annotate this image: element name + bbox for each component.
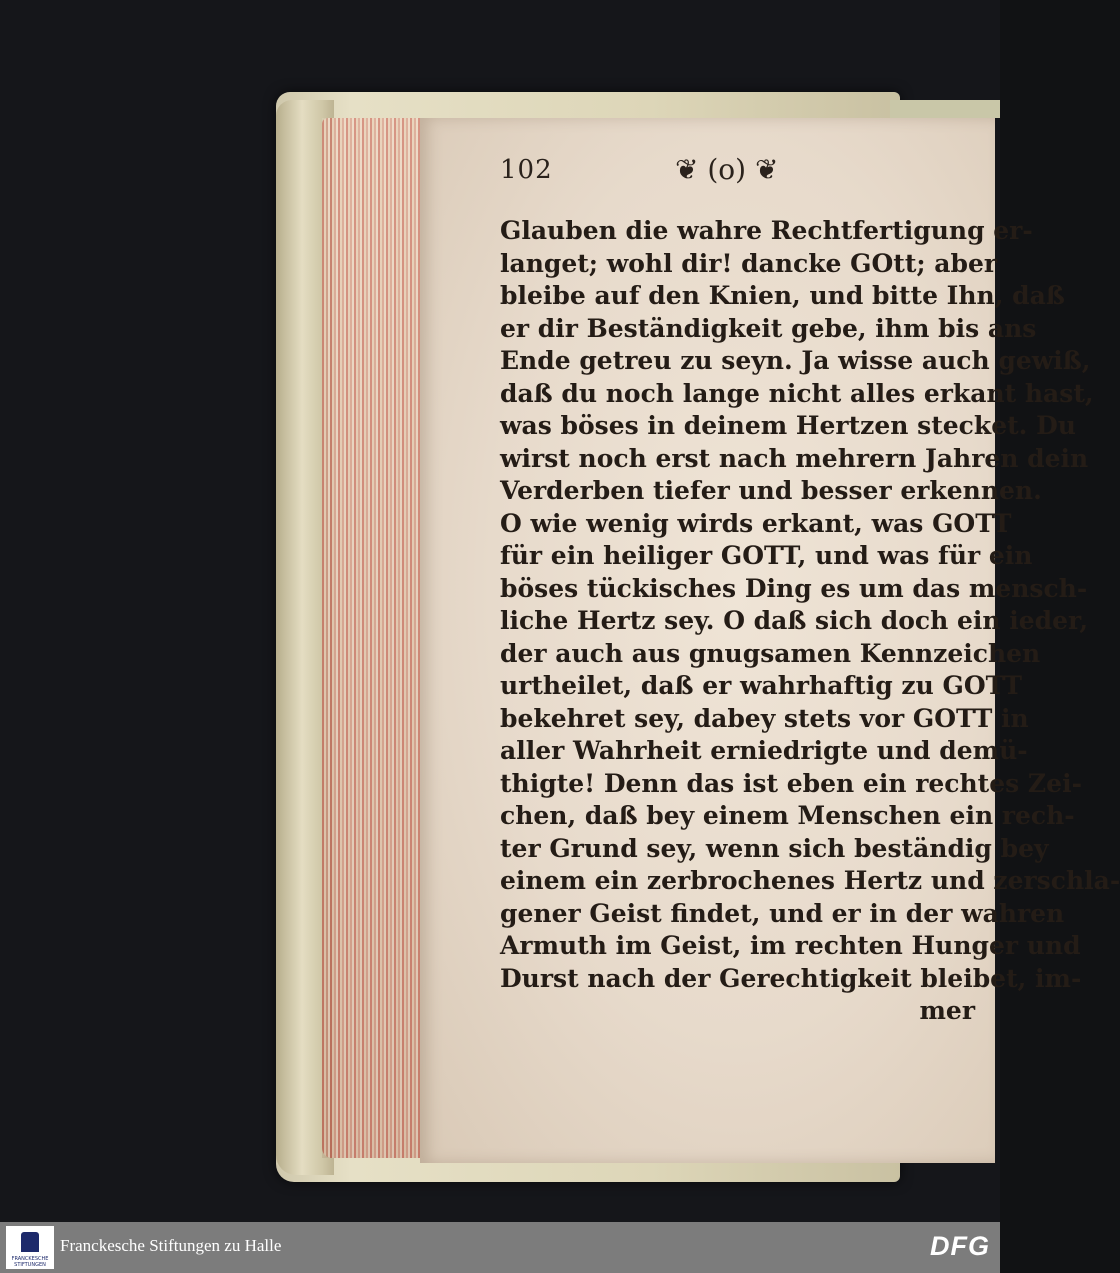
text-line: chen, daß bey einem Menschen ein rech- xyxy=(500,801,1075,830)
text-line: thigte! Denn das ist eben ein rechtes Zei- xyxy=(500,768,1082,798)
text-line: liche Hertz sey. O daß sich doch ein ieder, xyxy=(500,606,1089,635)
text-line: langet; wohl dir! dancke GOtt; aber xyxy=(500,248,998,278)
text-line: böses tückisches Ding es um das mensch- xyxy=(500,573,1088,603)
header-ornament: ❦ (o) ❦ xyxy=(675,153,779,186)
dfg-logo[interactable]: DFG xyxy=(930,1231,990,1261)
page-number: 102 xyxy=(500,155,553,185)
text-line: ter Grund sey, wenn sich beständig bey xyxy=(500,833,1049,863)
red-sprinkled-page-edges xyxy=(322,118,432,1158)
institution-name[interactable]: Franckesche Stiftungen zu Halle xyxy=(60,1236,282,1255)
page-header xyxy=(500,155,970,195)
logo-text: FRANCKESCHE STIFTUNGEN xyxy=(11,1256,49,1268)
text-line: Armuth im Geist, im rechten Hunger und xyxy=(500,931,1081,960)
text-line: Ende getreu zu seyn. Ja wisse auch gewiß, xyxy=(500,346,1091,375)
text-line: für ein heiliger GOTT, und was für ein xyxy=(500,541,1033,570)
text-line: Glauben die wahre Rechtfertigung er- xyxy=(500,216,1033,245)
catchword: mer xyxy=(919,996,975,1025)
text-line: was böses in deinem Hertzen stecket. Du xyxy=(500,411,1076,440)
text-line: wirst noch erst nach mehrern Jahren dein xyxy=(500,443,1089,473)
text-line: aller Wahrheit erniedrigte und demü- xyxy=(500,736,1028,765)
text-line: bekehret sey, dabey stets vor GOTT in xyxy=(500,703,1029,733)
text-line: urtheilet, daß er wahrhaftig zu GOTT xyxy=(500,671,1022,700)
text-line: einem ein zerbrochenes Hertz und zerschla- xyxy=(500,866,1120,895)
footer-bar xyxy=(0,1222,1000,1273)
text-line: Durst nach der Gerechtigkeit bleibet, im- xyxy=(500,963,1082,993)
page-text xyxy=(500,215,1120,1028)
text-line: der auch aus gnugsamen Kennzeichen xyxy=(500,638,1041,668)
cover-top-edge xyxy=(890,100,1000,118)
text-line: daß du noch lange nicht alles erkant hast, xyxy=(500,378,1094,408)
institution-logo[interactable] xyxy=(6,1226,54,1269)
text-line: Verderben tiefer und besser erkennen. xyxy=(500,476,1042,505)
text-line: er dir Beständigkeit gebe, ihm bis ans xyxy=(500,313,1037,343)
text-line: gener Geist findet, und er in der wahren xyxy=(500,898,1065,928)
text-line: bleibe auf den Knien, und bitte Ihn, daß xyxy=(500,281,1065,310)
text-line: O wie wenig wirds erkant, was GOTT xyxy=(500,508,1012,538)
logo-emblem-icon xyxy=(21,1232,39,1252)
